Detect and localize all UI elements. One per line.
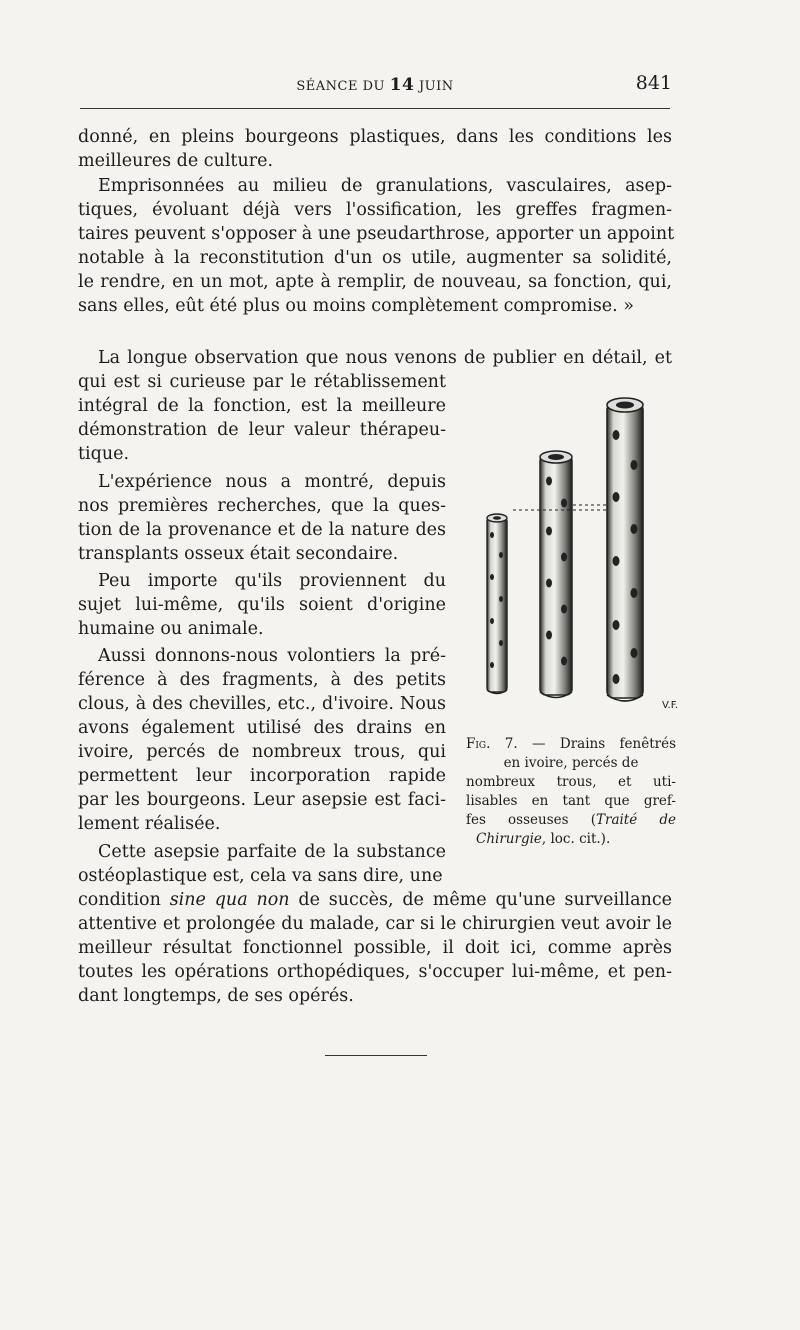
page-number: 841 (635, 72, 672, 94)
text-line: par les bourgeons. Leur asepsie est faci- (78, 790, 446, 810)
text-line: intégral de la fonction, est la meilleure (78, 396, 446, 416)
text-line: Cette asepsie parfaite de la substance (98, 842, 446, 862)
text-line: Peu importe qu'ils proviennent du (98, 571, 446, 591)
caption-segment: , loc. cit.). (541, 831, 611, 847)
figure-label: Fig. 7. (466, 736, 518, 752)
text-line: sans elles, eût été plus ou moins complètement compromise. » (78, 296, 634, 316)
running-header (78, 72, 672, 96)
text-line: nos premières recherches, que la ques- (78, 496, 446, 516)
text-line: ivoire, percés de nombreux trous, qui (78, 742, 446, 762)
running-title-day: 14 (389, 75, 415, 95)
text-line: toutes les opérations orthopédiques, s'occuper lui-même, et pen- (78, 962, 672, 982)
text-line: lement réalisée. (78, 814, 221, 834)
running-title (78, 75, 672, 95)
figure-caption-line (466, 830, 676, 849)
header-rule (80, 108, 670, 109)
caption-segment: fes osseuses ( (466, 812, 596, 828)
text-line: transplants osseux était secondaire. (78, 544, 399, 564)
text-line: taires peuvent s'opposer à une pseudarthrose, apporter un appoint (78, 224, 675, 244)
text-line: dant longtemps, de ses opérés. (78, 986, 354, 1006)
caption-segment: — Drains fenêtrés (532, 736, 676, 752)
text-line: ostéoplastique est, cela va sans dire, une (78, 866, 443, 886)
figure-caption-line: en ivoire, percés de (503, 755, 639, 771)
drains-illustration (465, 385, 680, 720)
figure-ivory-drains (465, 385, 680, 720)
engraver-initials: V.F. (662, 700, 679, 711)
section-end-rule (325, 1055, 427, 1056)
text-line: férence à des fragments, à des petits (78, 670, 446, 690)
text-line: démonstration de leur valeur thérapeu- (78, 420, 446, 440)
text-line: meilleur résultat fonctionnel possible, il doit ici, comme après (78, 938, 672, 958)
text-segment: condition (78, 890, 161, 910)
medium-drain (540, 451, 572, 698)
text-line (78, 888, 672, 912)
figure-caption-line: nombreux trous, et uti- (466, 774, 676, 790)
italic-phrase: sine qua non (169, 890, 290, 910)
text-line: tion de la provenance et de la nature des (78, 520, 446, 540)
text-line: L'expérience nous a montré, depuis (98, 472, 446, 492)
small-drain (487, 514, 507, 694)
running-title-month: JUIN (418, 79, 454, 94)
figure-caption-line: lisables en tant que gref- (466, 793, 676, 809)
text-line: tiques, évoluant déjà vers l'ossification, les greffes fragmen- (78, 200, 672, 220)
figure-caption-line (466, 735, 676, 754)
text-line: Emprisonnées au milieu de granulations, vasculaires, asep- (98, 176, 672, 196)
text-line: permettent leur incorporation rapide (78, 766, 446, 786)
text-line: le rendre, en un mot, apte à remplir, de nouveau, sa fonction, qui, (78, 272, 672, 292)
figure-caption-line (466, 811, 676, 830)
text-line: meilleures de culture. (78, 151, 274, 171)
text-line: Aussi donnons-nous volontiers la pré- (98, 646, 446, 666)
text-line: clous, à des chevilles, etc., d'ivoire. Nous (78, 694, 446, 714)
text-line: La longue observation que nous venons de publier en détail, et (98, 348, 672, 368)
text-line: notable à la reconstitution d'un os utile, augmenter sa solidité, (78, 248, 672, 268)
text-line: qui est si curieuse par le rétablissement (78, 372, 446, 392)
text-line: humaine ou animale. (78, 619, 264, 639)
text-line: attentive et prolongée du malade, car si le chirurgien veut avoir le (78, 914, 672, 934)
caption-italic: Traité de (595, 812, 676, 828)
large-drain (607, 398, 643, 701)
caption-italic: Chirurgie (476, 831, 542, 847)
text-line: sujet lui-même, qu'ils soient d'origine (78, 595, 446, 615)
text-line: donné, en pleins bourgeons plastiques, dans les conditions les (78, 127, 672, 147)
text-line: avons également utilisé des drains en (78, 718, 446, 738)
running-title-prefix: SÉANCE DU (296, 79, 385, 94)
text-segment: de succès, de même qu'une surveillance (298, 890, 672, 910)
text-line: tique. (78, 444, 130, 464)
